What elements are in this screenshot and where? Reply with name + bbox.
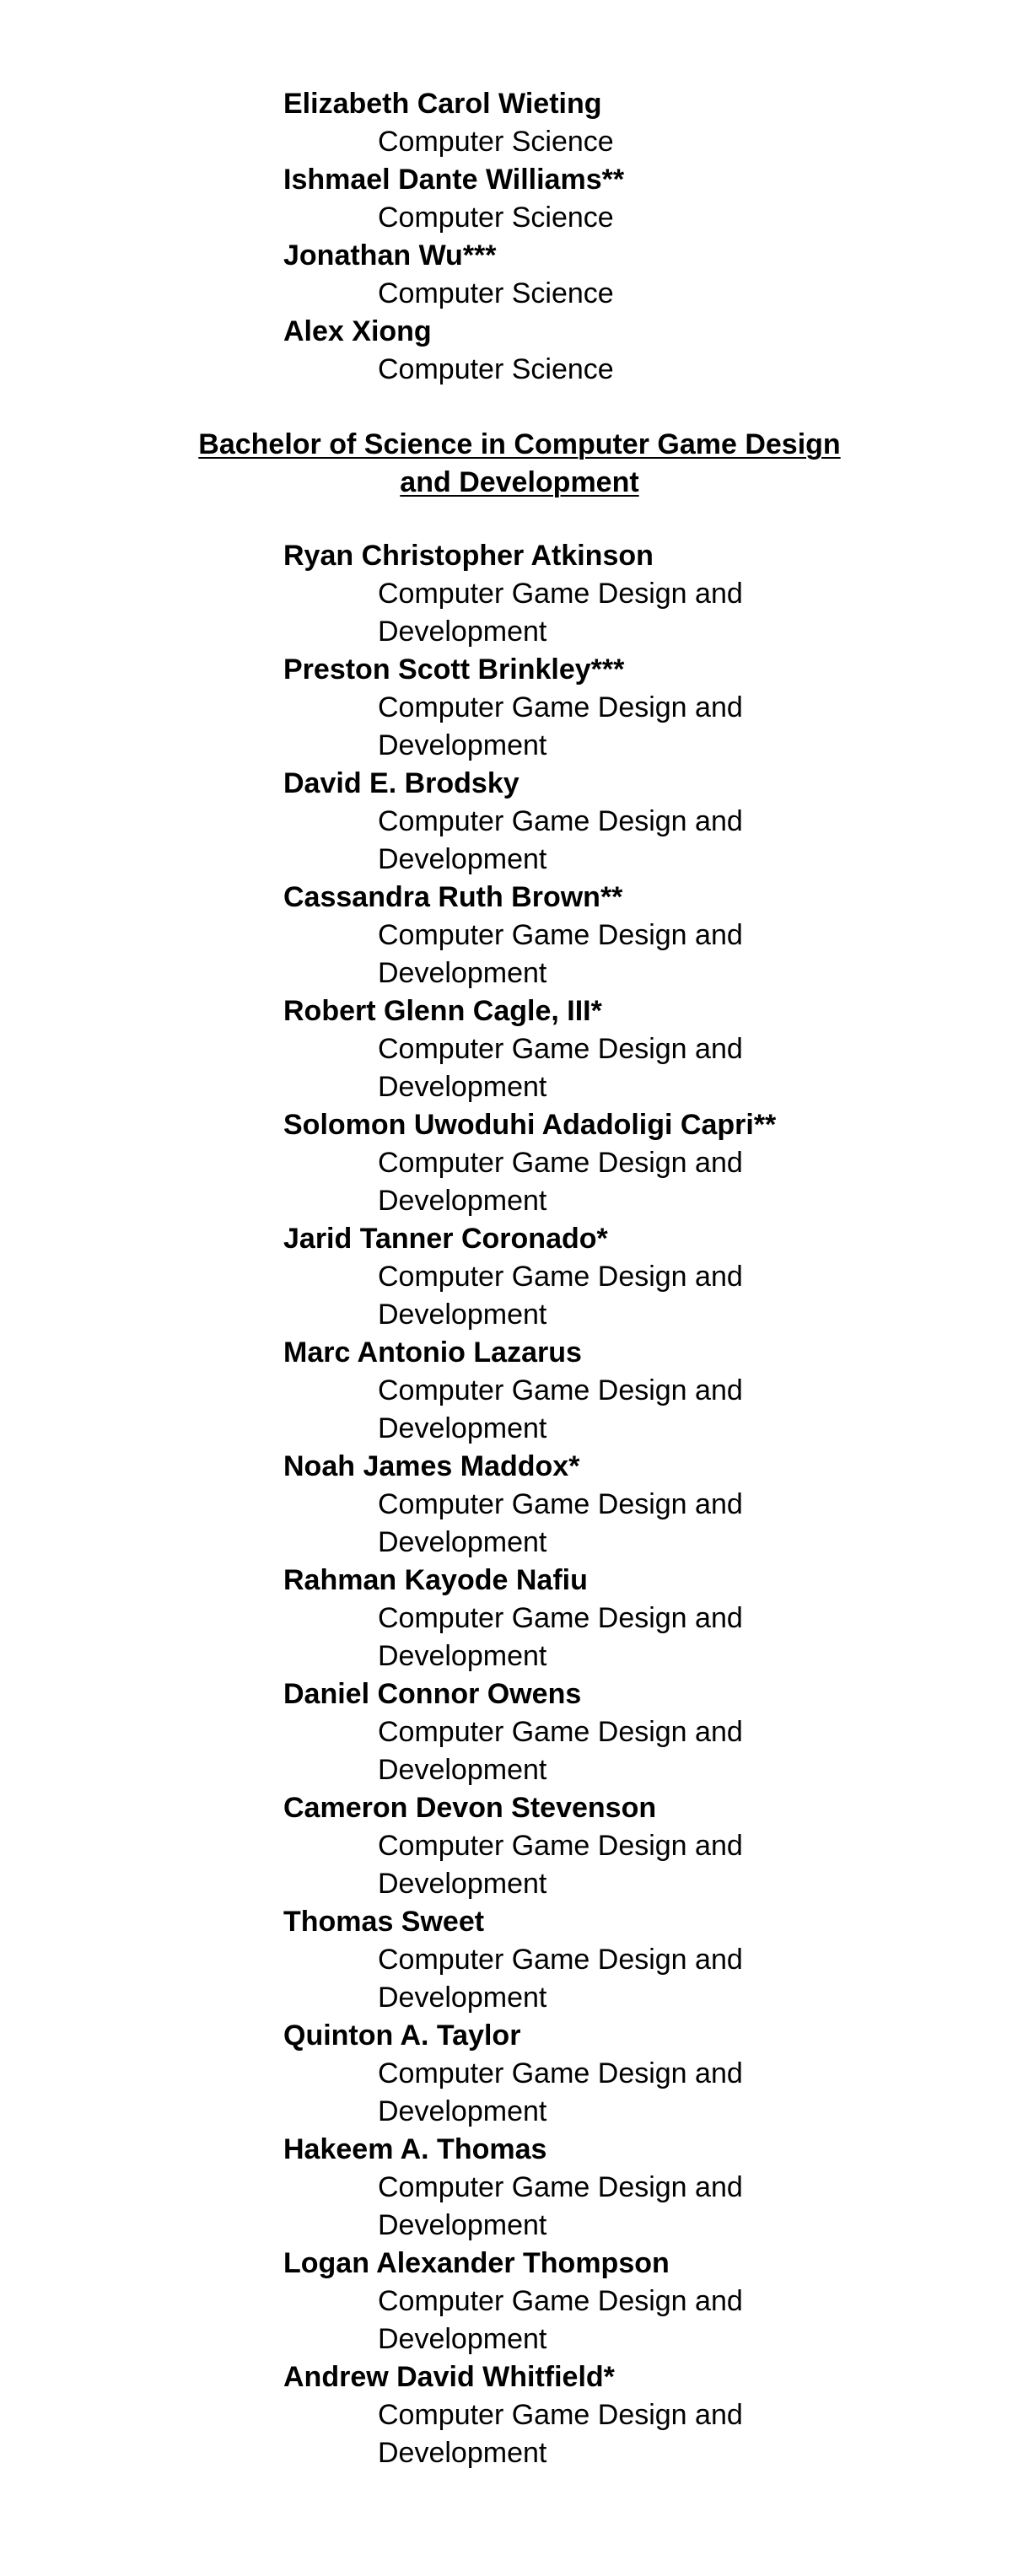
graduate-name: Ryan Christopher Atkinson: [283, 540, 654, 572]
graduate-name: Cameron Devon Stevenson: [283, 1792, 657, 1824]
graduate-major-line: Development: [378, 729, 547, 761]
graduate-major: [283, 689, 850, 765]
graduate-major: [283, 1258, 850, 1334]
graduate-major-line: Computer Game Design and: [378, 2399, 743, 2431]
graduate-major-line: Development: [378, 1526, 547, 1558]
graduate-name: Noah James Maddox*: [283, 1450, 580, 1482]
graduate-major-line: Development: [378, 616, 547, 648]
graduate-major-line: Development: [378, 1071, 547, 1103]
graduate-entry: [283, 85, 857, 161]
graduate-major-line: Development: [378, 1982, 547, 2014]
graduate-entry: [283, 651, 857, 765]
section-heading-line-2: and Development: [400, 466, 639, 498]
section-heading: [0, 426, 1012, 502]
graduate-major-line: Computer Game Design and: [378, 2057, 743, 2089]
graduate-major-line: Development: [378, 2209, 547, 2241]
graduate-entry: [283, 537, 857, 651]
graduate-major-line: Computer Game Design and: [378, 1147, 743, 1179]
graduate-major: [283, 1600, 850, 1675]
graduate-major-line: Computer Science: [378, 353, 614, 385]
graduate-major-line: Development: [378, 2323, 547, 2355]
graduate-name: Andrew David Whitfield*: [283, 2361, 615, 2393]
graduate-major-line: Computer Game Design and: [378, 1374, 743, 1406]
section-heading-line-1: Bachelor of Science in Computer Game Design: [198, 428, 841, 460]
graduate-entry: [283, 1789, 857, 1903]
graduate-name: David E. Brodsky: [283, 767, 519, 799]
graduate-name: Elizabeth Carol Wieting: [283, 88, 602, 120]
graduate-major-line: Computer Game Design and: [378, 1261, 743, 1293]
graduate-entry: [283, 1675, 857, 1789]
graduate-major: [283, 1941, 850, 2017]
graduate-major-line: Development: [378, 1868, 547, 1900]
graduate-name: Rahman Kayode Nafiu: [283, 1564, 588, 1596]
graduate-major: [283, 2055, 850, 2131]
graduate-major-line: Computer Game Design and: [378, 919, 743, 951]
graduate-major-line: Computer Game Design and: [378, 805, 743, 837]
graduate-entry: [283, 313, 857, 389]
graduate-major-line: Computer Game Design and: [378, 578, 743, 610]
graduate-major: [283, 2283, 850, 2358]
graduate-major: [283, 123, 850, 161]
graduate-name: Cassandra Ruth Brown**: [283, 881, 623, 913]
graduate-major-line: Development: [378, 1640, 547, 1672]
graduate-major: [283, 1486, 850, 1562]
graduate-major-line: Computer Game Design and: [378, 1944, 743, 1976]
graduate-major: [283, 575, 850, 651]
graduate-major-line: Computer Game Design and: [378, 1033, 743, 1065]
game-design-graduate-list: [283, 537, 857, 2472]
graduate-name: Solomon Uwoduhi Adadoligi Capri**: [283, 1109, 777, 1141]
graduate-major-line: Development: [378, 957, 547, 989]
graduate-entry: [283, 1903, 857, 2017]
graduate-name: Robert Glenn Cagle, III*: [283, 995, 602, 1027]
graduate-major: [283, 1827, 850, 1903]
graduate-major: [283, 1372, 850, 1448]
graduate-entry: [283, 237, 857, 313]
graduate-entry: [283, 1334, 857, 1448]
graduate-entry: [283, 765, 857, 879]
graduate-entry: [283, 1220, 857, 1334]
graduate-major-line: Development: [378, 1185, 547, 1217]
graduate-major-line: Development: [378, 1754, 547, 1786]
graduate-entry: [283, 1448, 857, 1562]
graduate-major: [283, 803, 850, 879]
graduate-major-line: Computer Game Design and: [378, 691, 743, 723]
graduate-major: [283, 275, 850, 313]
graduate-name: Alex Xiong: [283, 315, 432, 347]
graduate-major-line: Computer Game Design and: [378, 2171, 743, 2203]
graduate-name: Logan Alexander Thompson: [283, 2247, 670, 2279]
graduate-major: [283, 2169, 850, 2245]
graduate-name: Preston Scott Brinkley***: [283, 653, 625, 686]
graduate-major-line: Development: [378, 2095, 547, 2127]
graduate-major-line: Computer Game Design and: [378, 2285, 743, 2317]
graduate-name: Quinton A. Taylor: [283, 2019, 521, 2052]
graduate-entry: [283, 992, 857, 1106]
graduate-entry: [283, 161, 857, 237]
graduate-major-line: Computer Science: [378, 277, 614, 309]
graduate-name: Jonathan Wu***: [283, 239, 497, 272]
graduate-major: [283, 199, 850, 237]
graduate-entry: [283, 2358, 857, 2472]
graduate-major: [283, 1144, 850, 1220]
graduate-major-line: Computer Game Design and: [378, 1602, 743, 1634]
graduate-major-line: Development: [378, 843, 547, 875]
graduate-name: Daniel Connor Owens: [283, 1678, 582, 1710]
graduate-entry: [283, 1106, 857, 1220]
graduate-entry: [283, 879, 857, 992]
graduate-major-line: Development: [378, 1412, 547, 1444]
graduate-major-line: Computer Game Design and: [378, 1830, 743, 1862]
graduate-entry: [283, 2131, 857, 2245]
graduate-entry: [283, 2245, 857, 2358]
graduate-major: [283, 1713, 850, 1789]
graduate-major: [283, 351, 850, 389]
computer-science-graduate-list: [283, 85, 857, 389]
graduate-name: Ishmael Dante Williams**: [283, 164, 625, 196]
graduate-major: [283, 917, 850, 992]
graduate-major-line: Computer Game Design and: [378, 1716, 743, 1748]
graduate-major-line: Development: [378, 1299, 547, 1331]
graduate-major: [283, 1030, 850, 1106]
graduate-entry: [283, 2017, 857, 2131]
graduate-name: Marc Antonio Lazarus: [283, 1336, 582, 1369]
graduate-major-line: Computer Science: [378, 126, 614, 158]
graduate-name: Hakeem A. Thomas: [283, 2133, 547, 2165]
graduate-major-line: Computer Game Design and: [378, 1488, 743, 1520]
graduate-major-line: Development: [378, 2437, 547, 2469]
graduate-major-line: Computer Science: [378, 202, 614, 234]
graduate-name: Thomas Sweet: [283, 1906, 485, 1938]
graduate-entry: [283, 1562, 857, 1675]
graduate-name: Jarid Tanner Coronado*: [283, 1223, 608, 1255]
graduate-major: [283, 2396, 850, 2472]
